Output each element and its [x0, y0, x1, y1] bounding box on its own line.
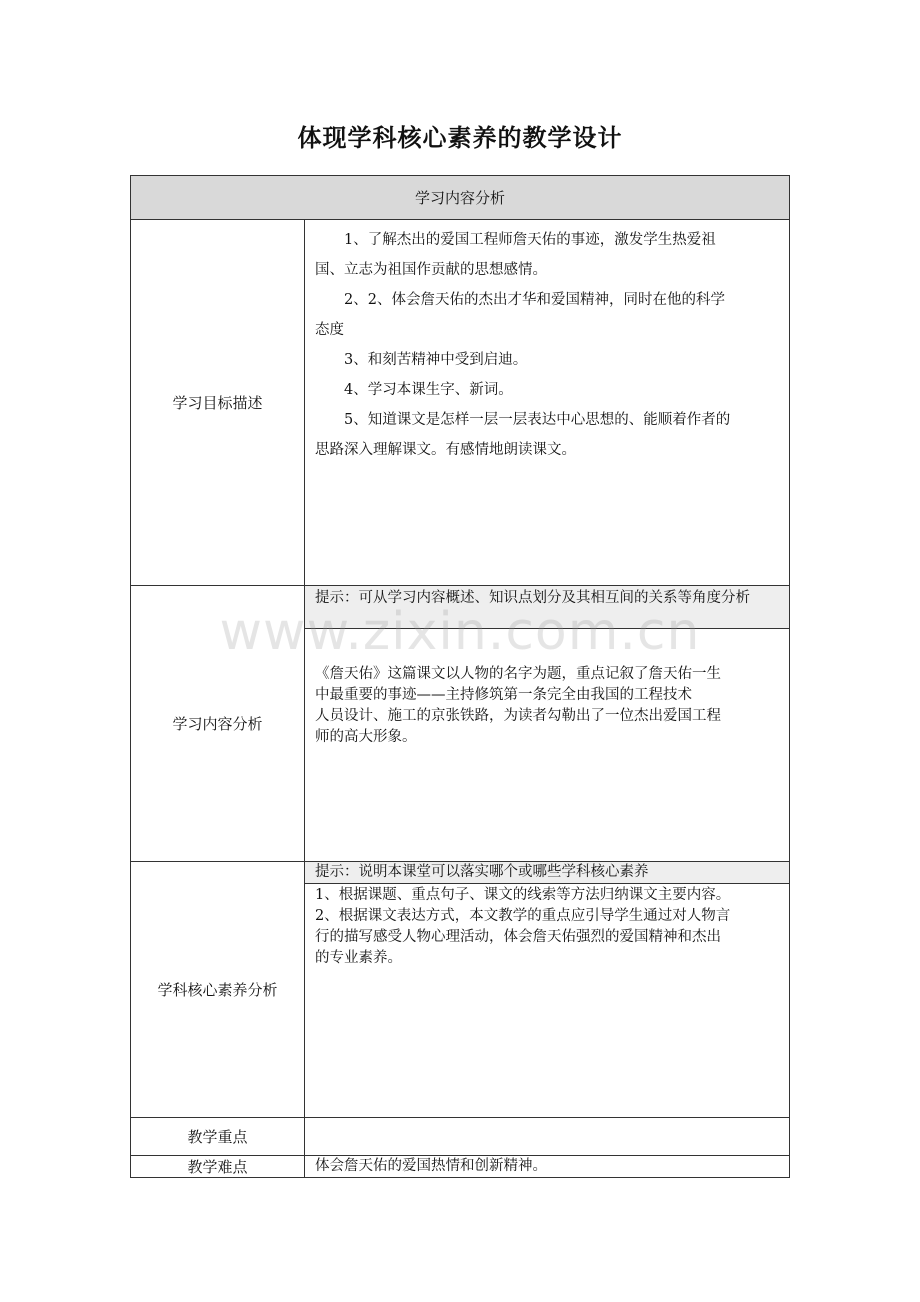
content-line: 人员设计、施工的京张铁路，为读者勾勒出了一位杰出爱国工程 — [315, 708, 721, 724]
objectives-label: 学习目标描述 — [172, 394, 263, 412]
objective-line: 思路深入理解课文。有感情地朗读课文。 — [315, 442, 576, 458]
content-analysis-label: 学习内容分析 — [172, 715, 263, 733]
content-line: 中最重要的事迹——主持修筑第一条完全由我国的工程技术 — [315, 687, 692, 703]
content-analysis-text — [305, 664, 789, 854]
objective-line: 3、和刻苦精神中受到启迪。 — [344, 352, 528, 368]
objective-line: 4、学习本课生字、新词。 — [344, 382, 513, 398]
table-header: 学习内容分析 — [131, 176, 789, 219]
core-literacy-text — [305, 885, 789, 1105]
content-line: 师的高大形象。 — [315, 729, 417, 745]
content-analysis-hint: 提示：可从学习内容概述、知识点划分及其相互间的关系等角度分析 — [305, 586, 789, 628]
objective-line: 1、了解杰出的爱国工程师詹天佑的事迹，激发学生热爱祖 — [344, 232, 716, 248]
objectives-content — [305, 220, 789, 585]
literacy-line: 1、根据课题、重点句子、课文的线索等方法归纳课文主要内容。 — [315, 887, 731, 903]
document-title: 体现学科核心素养的教学设计 — [297, 124, 623, 152]
lesson-design-table — [130, 175, 790, 1178]
key-point-label: 教学重点 — [187, 1128, 248, 1146]
content-line: 《詹天佑》这篇课文以人物的名字为题，重点记叙了詹天佑一生 — [315, 666, 721, 682]
core-literacy-label: 学科核心素养分析 — [157, 981, 278, 999]
key-point-value — [305, 1118, 789, 1155]
difficulty-value: 体会詹天佑的爱国热情和创新精神。 — [315, 1158, 547, 1174]
literacy-line: 的专业素养。 — [315, 950, 402, 966]
literacy-line: 2、根据课文表达方式，本文教学的重点应引导学生通过对人物言 — [315, 908, 731, 924]
objective-line: 2、2、体会詹天佑的杰出才华和爱国精神，同时在他的科学 — [344, 292, 725, 308]
difficulty-label: 教学难点 — [187, 1158, 248, 1176]
objective-line: 5、知道课文是怎样一层一层表达中心思想的、能顺着作者的 — [344, 412, 731, 428]
core-literacy-hint: 提示：说明本课堂可以落实哪个或哪些学科核心素养 — [305, 862, 789, 883]
literacy-line: 行的描写感受人物心理活动，体会詹天佑强烈的爱国精神和杰出 — [315, 929, 721, 945]
objective-line: 国、立志为祖国作贡献的思想感情。 — [315, 262, 547, 278]
objective-line: 态度 — [315, 322, 344, 338]
watermark: www.zixin.com.cn — [219, 602, 701, 662]
